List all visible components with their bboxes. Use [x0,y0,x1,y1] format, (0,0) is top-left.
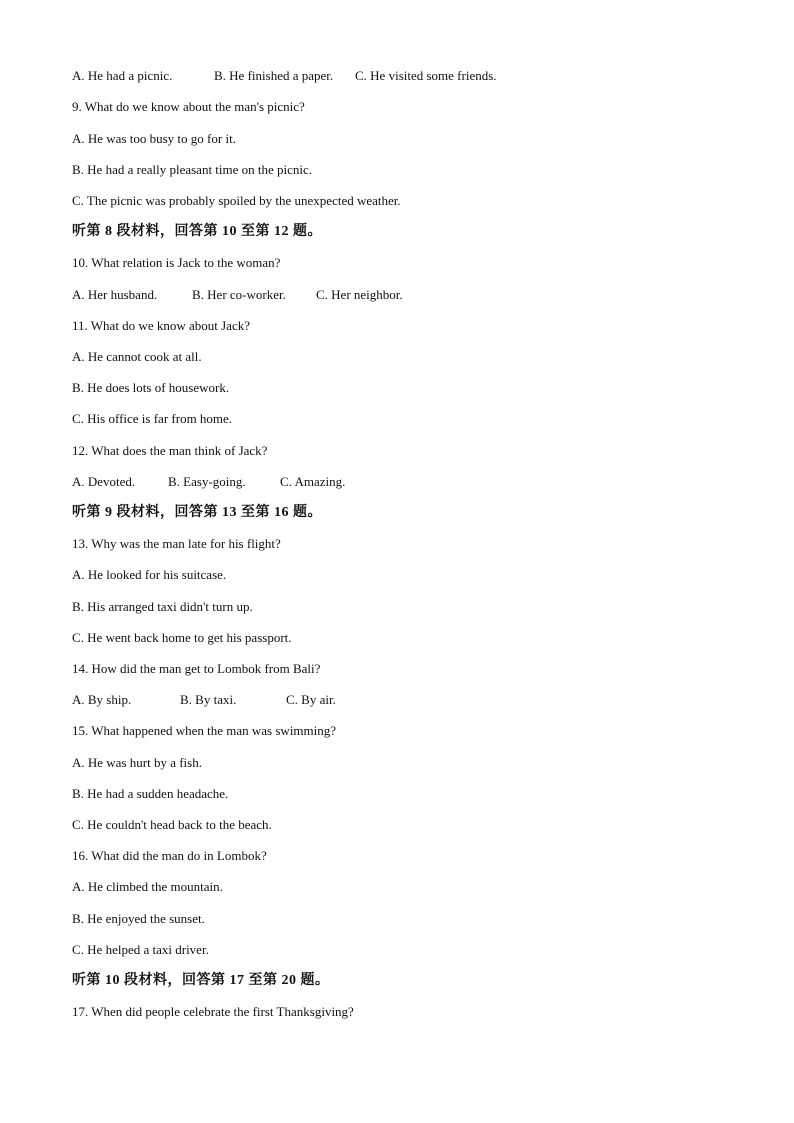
q10-options [72,286,403,304]
q14-options [72,691,336,709]
q17-question: 17. When did people celebrate the first Thanksgiving? [72,1004,354,1019]
q12-question: 12. What does the man think of Jack? [72,443,268,458]
section-9-heading: 听第 9 段材料，回答第 13 至第 16 题。 [72,505,322,520]
q14-option-a: A. By ship. [72,692,132,707]
q13-option-a: A. He looked for his suitcase. [72,567,227,582]
q14-option-c: C. By air. [286,692,336,707]
q14-question: 14. How did the man get to Lombok from Bali? [72,661,321,676]
q10-option-c: C. Her neighbor. [316,287,403,302]
q9-option-c: C. The picnic was probably spoiled by the unexpected weather. [72,193,401,208]
q11-option-b: B. He does lots of housework. [72,380,230,395]
q11-question: 11. What do we know about Jack? [72,318,250,333]
q16-question: 16. What did the man do in Lombok? [72,848,267,863]
q9-option-a: A. He was too busy to go for it. [72,131,236,146]
q10-question: 10. What relation is Jack to the woman? [72,255,281,270]
q8-option-c: C. He visited some friends. [355,68,497,83]
q12-option-c: C. Amazing. [280,474,346,489]
q13-option-b: B. His arranged taxi didn't turn up. [72,599,253,614]
q12-option-a: A. Devoted. [72,474,136,489]
section-8-heading: 听第 8 段材料，回答第 10 至第 12 题。 [72,224,322,239]
q8-option-b: B. He finished a paper. [214,68,334,83]
q16-option-c: C. He helped a taxi driver. [72,942,209,957]
q15-question: 15. What happened when the man was swimming? [72,723,337,738]
q15-option-c: C. He couldn't head back to the beach. [72,817,272,832]
q12-options [72,473,345,491]
q15-option-a: A. He was hurt by a fish. [72,755,202,770]
q16-option-a: A. He climbed the mountain. [72,879,223,894]
section-10-heading: 听第 10 段材料，回答第 17 至第 20 题。 [72,973,330,988]
q13-question: 13. Why was the man late for his flight? [72,536,281,551]
q15-option-b: B. He had a sudden headache. [72,786,229,801]
q8-option-a: A. He had a picnic. [72,68,173,83]
q11-option-a: A. He cannot cook at all. [72,349,202,364]
q14-option-b: B. By taxi. [180,692,237,707]
q10-option-a: A. Her husband. [72,287,158,302]
q9-question: 9. What do we know about the man's picnic? [72,99,305,114]
q10-option-b: B. Her co-worker. [192,287,286,302]
q11-option-c: C. His office is far from home. [72,411,233,426]
q16-option-b: B. He enjoyed the sunset. [72,911,205,926]
q8-options [72,67,497,85]
q9-option-b: B. He had a really pleasant time on the picnic. [72,162,313,177]
q13-option-c: C. He went back home to get his passport. [72,630,292,645]
q12-option-b: B. Easy-going. [168,474,246,489]
